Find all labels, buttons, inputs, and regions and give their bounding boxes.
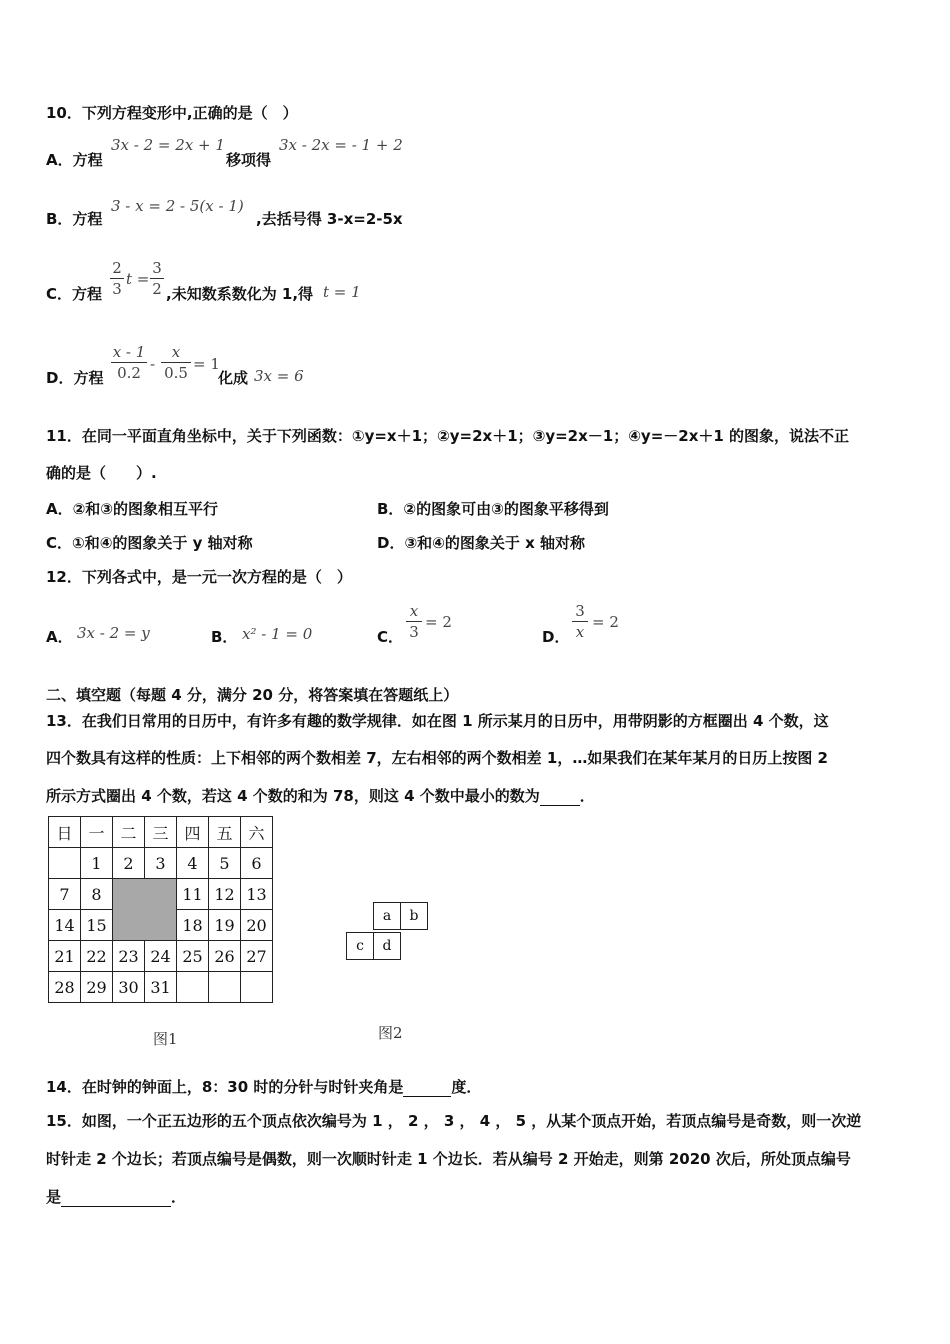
calendar-header-cell: 二 bbox=[113, 817, 145, 848]
calendar-header-row bbox=[49, 817, 273, 848]
q12-option-b-eq: x² - 1 = 0 bbox=[242, 625, 313, 643]
calendar-cell: 5 bbox=[209, 848, 241, 879]
q11-stem-line2: 确的是（ ）. bbox=[46, 464, 157, 482]
calendar-header-cell: 五 bbox=[209, 817, 241, 848]
calendar-row bbox=[49, 848, 273, 879]
q10-option-a-label: A．方程 bbox=[46, 151, 103, 169]
q12-option-d-label: D． bbox=[542, 628, 570, 646]
q10-c-fraction-2 bbox=[150, 259, 164, 298]
q10-d-frac1-num: x - 1 bbox=[112, 343, 146, 361]
q12-c-frac-den: 3 bbox=[409, 623, 419, 641]
calendar-header-cell: 四 bbox=[177, 817, 209, 848]
q10-d-fraction-1 bbox=[111, 343, 147, 382]
q12-option-a-eq: 3x - 2 = y bbox=[77, 624, 150, 642]
calendar-header-cell: 日 bbox=[49, 817, 81, 848]
q11-stem-line1: 11．在同一平面直角坐标中，关于下列函数：①y=x＋1；②y=2x＋1；③y=2x－1；④y=－2x＋1 的图象，说法不正 bbox=[46, 427, 850, 445]
calendar-cell: 30 bbox=[113, 972, 145, 1003]
section-heading: 二、填空题（每题 4 分，满分 20 分，将答案填在答题纸上） bbox=[46, 686, 459, 704]
q10-d-fraction-2 bbox=[161, 343, 191, 382]
q14-stem: 14．在时钟的钟面上，8：30 时的分针与时针夹角是 bbox=[46, 1078, 404, 1096]
q12-option-d-eq: = 2 bbox=[592, 613, 619, 631]
q15-end: ． bbox=[171, 1188, 187, 1206]
calendar-cell: 11 bbox=[177, 879, 209, 910]
calendar-cell: 6 bbox=[241, 848, 273, 879]
fig2-cell-d: d bbox=[373, 932, 401, 960]
calendar-row bbox=[49, 879, 273, 910]
q15-text-line1: 15．如图，一个正五边形的五个顶点依次编号为 1 ， 2 ， 3 ， 4 ， 5 ，从某个顶点开始，若顶点编号是奇数，则一次逆 bbox=[46, 1112, 862, 1130]
fig2-cell-a: a bbox=[373, 902, 401, 930]
q13-text-line3 bbox=[46, 785, 595, 806]
calendar-figure bbox=[48, 816, 273, 1003]
q10-d-eq: = 1 bbox=[193, 355, 220, 373]
q10-option-b-eq1: 3 - x = 2 - 5(x - 1) bbox=[111, 197, 244, 215]
figure2-caption: 图2 bbox=[378, 1024, 403, 1042]
calendar-cell: 15 bbox=[81, 910, 113, 941]
calendar-cell: 24 bbox=[145, 941, 177, 972]
q10-d-frac2-num: x bbox=[171, 343, 181, 361]
q14-end: 度． bbox=[451, 1078, 482, 1096]
calendar-cell: 19 bbox=[209, 910, 241, 941]
q12-option-c-eq: = 2 bbox=[425, 613, 452, 631]
calendar-cell: 3 bbox=[145, 848, 177, 879]
calendar-cell: 23 bbox=[113, 941, 145, 972]
q15-answer-blank[interactable] bbox=[61, 1192, 171, 1207]
q10-d-minus: - bbox=[150, 355, 156, 373]
calendar-cell bbox=[177, 972, 209, 1003]
calendar-cell: 28 bbox=[49, 972, 81, 1003]
q11-option-a: A．②和③的图象相互平行 bbox=[46, 500, 219, 518]
q10-c-var: t = bbox=[126, 270, 150, 288]
q13-answer-blank[interactable] bbox=[540, 791, 580, 806]
q10-option-d-label: D．方程 bbox=[46, 369, 104, 387]
q12-option-b-label: B． bbox=[211, 628, 238, 646]
q10-c-frac1-num: 2 bbox=[112, 259, 122, 277]
q10-option-a-mid: 移项得 bbox=[226, 151, 272, 169]
q10-c-frac2-num: 3 bbox=[152, 259, 162, 277]
calendar-cell: 22 bbox=[81, 941, 113, 972]
q15-line3-text: 是 bbox=[46, 1188, 62, 1206]
calendar-cell: 25 bbox=[177, 941, 209, 972]
calendar-cell: 1 bbox=[81, 848, 113, 879]
q10-d-frac1-den: 0.2 bbox=[117, 364, 141, 382]
fig2-cell-c: c bbox=[346, 932, 374, 960]
calendar-cell: 21 bbox=[49, 941, 81, 972]
q13-text-line1: 13．在我们日常用的日历中，有许多有趣的数学规律．如在图 1 所示某月的日历中，用带阴影的方框圈出 4 个数，这 bbox=[46, 712, 829, 730]
calendar-header-cell: 一 bbox=[81, 817, 113, 848]
q14-answer-blank[interactable] bbox=[403, 1082, 451, 1097]
calendar-cell: 29 bbox=[81, 972, 113, 1003]
q12-c-fraction bbox=[406, 602, 422, 641]
q10-option-c-label: C．方程 bbox=[46, 285, 103, 303]
q13-text-line2: 四个数具有这样的性质：上下相邻的两个数相差 7，左右相邻的两个数相差 1，…如果我们在某年某月的日历上按图 2 bbox=[46, 749, 828, 767]
calendar-cell bbox=[209, 972, 241, 1003]
q10-option-a-eq2: 3x - 2x = - 1 + 2 bbox=[279, 136, 403, 154]
calendar-cell: 4 bbox=[177, 848, 209, 879]
q10-option-b-tail: ,去括号得 3-x=2-5x bbox=[256, 210, 403, 228]
q12-d-frac-num: 3 bbox=[575, 602, 585, 620]
q12-d-frac-den: x bbox=[575, 623, 585, 641]
q12-d-fraction bbox=[572, 602, 588, 641]
calendar-cell: 14 bbox=[49, 910, 81, 941]
q10-option-d-tail: 化成 bbox=[218, 369, 249, 387]
q10-option-a-eq1: 3x - 2 = 2x + 1 bbox=[111, 136, 225, 154]
q10-option-d-result: 3x = 6 bbox=[254, 367, 304, 385]
q10-c-frac2-den: 2 bbox=[152, 280, 162, 298]
q12-option-c-label: C． bbox=[377, 628, 404, 646]
calendar-cell: 27 bbox=[241, 941, 273, 972]
fig2-cell-b: b bbox=[400, 902, 428, 930]
q15-text-line2: 时针走 2 个边长；若顶点编号是偶数，则一次顺时针走 1 个边长．若从编号 2 开始走，则第 2020 次后，所处顶点编号 bbox=[46, 1150, 851, 1168]
calendar-row bbox=[49, 972, 273, 1003]
calendar-cell: 8 bbox=[81, 879, 113, 910]
q15-text-line3 bbox=[46, 1186, 186, 1207]
figure1-caption: 图1 bbox=[153, 1030, 178, 1048]
q11-option-d: D．③和④的图象关于 x 轴对称 bbox=[377, 534, 585, 552]
calendar-cell bbox=[49, 848, 81, 879]
q14-text bbox=[46, 1076, 481, 1097]
calendar-cell: 13 bbox=[241, 879, 273, 910]
calendar-cell bbox=[241, 972, 273, 1003]
calendar-cell: 7 bbox=[49, 879, 81, 910]
calendar-cell: 31 bbox=[145, 972, 177, 1003]
calendar-cell: 12 bbox=[209, 879, 241, 910]
calendar-cell: 20 bbox=[241, 910, 273, 941]
q10-option-b-label: B．方程 bbox=[46, 210, 103, 228]
figure2-diagram bbox=[343, 902, 431, 962]
q13-line3-text: 所示方式圈出 4 个数，若这 4 个数的和为 78，则这 4 个数中最小的数为 bbox=[46, 787, 540, 805]
q12-stem: 12．下列各式中，是一元一次方程的是（ ） bbox=[46, 568, 352, 586]
q11-option-b: B．②的图象可由③的图象平移得到 bbox=[377, 500, 609, 518]
q11-option-c: C．①和④的图象关于 y 轴对称 bbox=[46, 534, 253, 552]
calendar-cell: 2 bbox=[113, 848, 145, 879]
shaded-box bbox=[113, 879, 177, 941]
q12-c-frac-num: x bbox=[409, 602, 419, 620]
q10-c-fraction-1 bbox=[110, 259, 124, 298]
calendar-cell: 18 bbox=[177, 910, 209, 941]
q10-stem: 10．下列方程变形中,正确的是（ ） bbox=[46, 104, 298, 122]
q12-option-a-label: A． bbox=[46, 628, 73, 646]
q13-line3-end: ． bbox=[579, 787, 595, 805]
q10-option-c-tail: ,未知数系数化为 1,得 bbox=[166, 285, 314, 303]
q10-d-frac2-den: 0.5 bbox=[164, 364, 188, 382]
calendar-header-cell: 六 bbox=[241, 817, 273, 848]
calendar-header-cell: 三 bbox=[145, 817, 177, 848]
q10-c-frac1-den: 3 bbox=[112, 280, 122, 298]
calendar-cell: 26 bbox=[209, 941, 241, 972]
calendar-row bbox=[49, 941, 273, 972]
q10-option-c-result: t = 1 bbox=[323, 283, 361, 301]
